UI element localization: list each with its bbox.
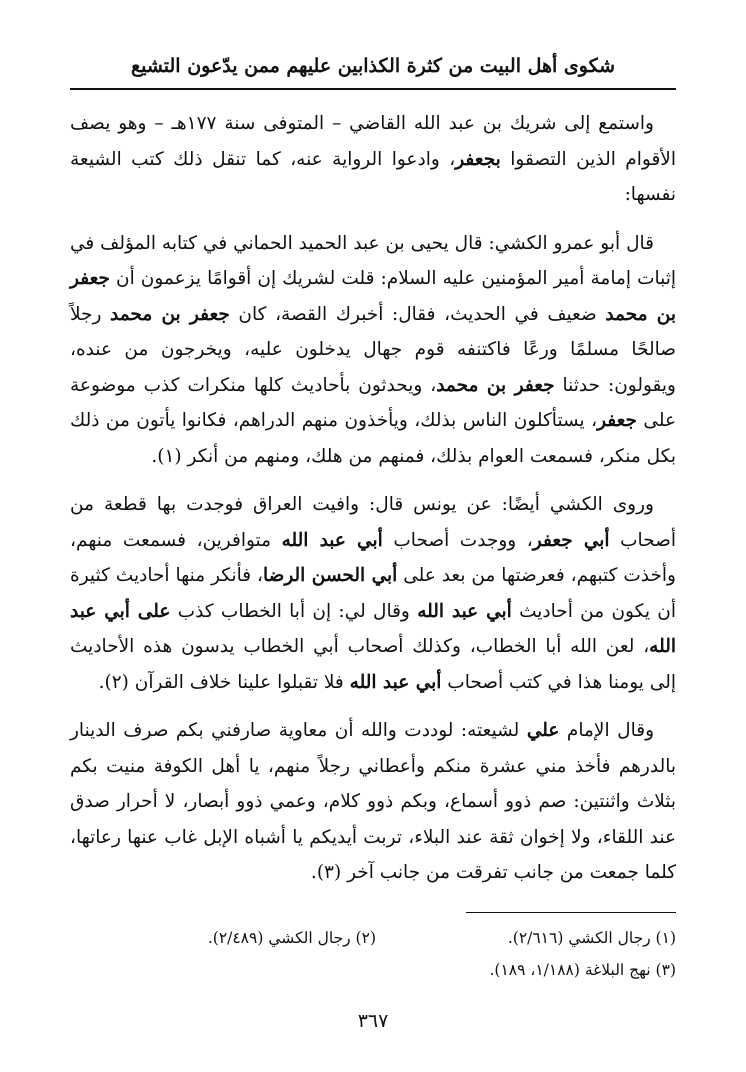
bold-name: جعفر بن محمد [110,303,230,325]
bold-name: بجعفر [455,148,501,170]
text-run: واستمع إلى شريك بن عبد الله القاضي – المتوفى سنة ١٧٧هـ – وهو يصف الأقوام الذين التصقوا [70,113,676,170]
main-text [70,106,676,904]
paragraph-3 [70,487,676,700]
text-run: ، فأنكر منها أحاديث كثيرة أن يكون من أحاديث [70,565,676,622]
footnote-ref: (٢) [104,671,135,693]
text-run: رجلاً صالحًا مسلمًا ورعًا فاكتنفه قوم جهال يدخلون عليه، ويخرجون من عنده، ويقولون: حدثنا [70,303,676,396]
text-run: وقال لي: إن أبا الخطاب كذب [170,600,418,622]
text-run: ، ويحدثون بأحاديث كلها منكرات كذب موضوعة على [70,374,676,431]
text-run: . [310,862,317,883]
bold-name: جعفر [597,410,637,431]
bold-name: أبي جعفر [532,529,610,551]
footnote-3: (٣) نهج البلاغة (١/١٨٨، ١٨٩). [489,961,676,979]
footnote-rule [466,912,676,913]
bold-name: علي [526,720,560,741]
text-run: متوافرين، فسمعت منهم، وأخذت كتبهم، فعرضتها من بعد على [70,529,676,586]
footnote-ref: (٣) [316,862,348,883]
text-run: . [98,671,105,693]
footnote-2: (٢) رجال الكشي (٢/٤٨٩). [207,929,376,947]
footnote-1: (١) رجال الكشي (٢/٦١٦). [507,929,676,947]
bold-name: على أبي عبد الله [70,600,676,657]
text-run: ، يستأكلون الناس بذلك، ويأخذون منهم الدراهم، فكانوا يأتون من ذلك بكل منكر، فسمعت العوام بذلك، فمنهم من هلك، ومنهم من أنكر [70,410,676,467]
paragraph-4 [70,713,676,891]
footnotes [70,922,676,986]
paragraph-1 [70,106,676,213]
page-number: ٣٦٧ [357,1010,389,1032]
text-run: وروى الكشي أيضًا: عن يونس قال: وافيت العراق فوجدت بها قطعة من أصحاب [70,494,676,551]
bold-name: جعفر بن محمد [70,268,676,325]
paragraph-2 [70,226,676,475]
text-run: . [151,445,158,467]
text-run: ، وادعوا الرواية عنه، كما تنقل ذلك كتب الشيعة نفسها: [70,148,676,205]
text-run: ، ووجدت أصحاب [382,529,533,551]
text-run: قال أبو عمرو الكشي: قال يحيى بن عبد الحميد الحماني في كتابه المؤلف في إثبات إمامة أمير المؤمنين عليه السلام: قلت لشريك إن أقوامًا يزعمون أن [70,232,676,289]
footnote-row [70,954,676,986]
text-run: ضعيف في الحديث، فقال: أخبرك القصة، كان [229,303,606,325]
header-rule [70,88,676,90]
bold-name: أبي عبد الله [281,529,383,551]
running-header: شكوى أهل البيت من كثرة الكذابين عليهم ممن يدّعون التشيع [130,55,616,77]
bold-name: جعفر بن محمد [436,374,555,396]
text-run: ، لعن الله أبا الخطاب، وكذلك أصحاب أبي الخطاب يدسون هذه الأحاديث إلى يومنا هذا في كتب أصحاب [70,636,676,693]
footnote-ref: (١) [157,445,188,467]
bold-name: أبي عبد الله [349,671,442,693]
bold-name: أبي عبد الله [417,600,512,622]
text-run: وقال الإمام [559,720,654,741]
bold-name: أبي الحسن الرضا [262,565,398,586]
text-run: لشيعته: لوددت والله أن معاوية صارفني بكم صرف الدينار بالدرهم فأخذ مني عشرة منكم وأعطاني رجلاً منهم، يا أهل الكوفة منيت بكم بثلاث واثنتين: صم ذوو أسماع، وبكم ذوو كلام، وعمي ذوو أبصار، لا أحرار صدق عند اللقاء، ولا إخوان ثقة عند البلاء، تربت أيديكم يا أشباه الإبل غاب عنها رعاتها، كلما جمعت من جانب تفرقت من جانب آخر [70,720,676,883]
text-run: فلا تقبلوا علينا خلاف القرآن [134,671,350,693]
footnote-row [70,922,676,954]
